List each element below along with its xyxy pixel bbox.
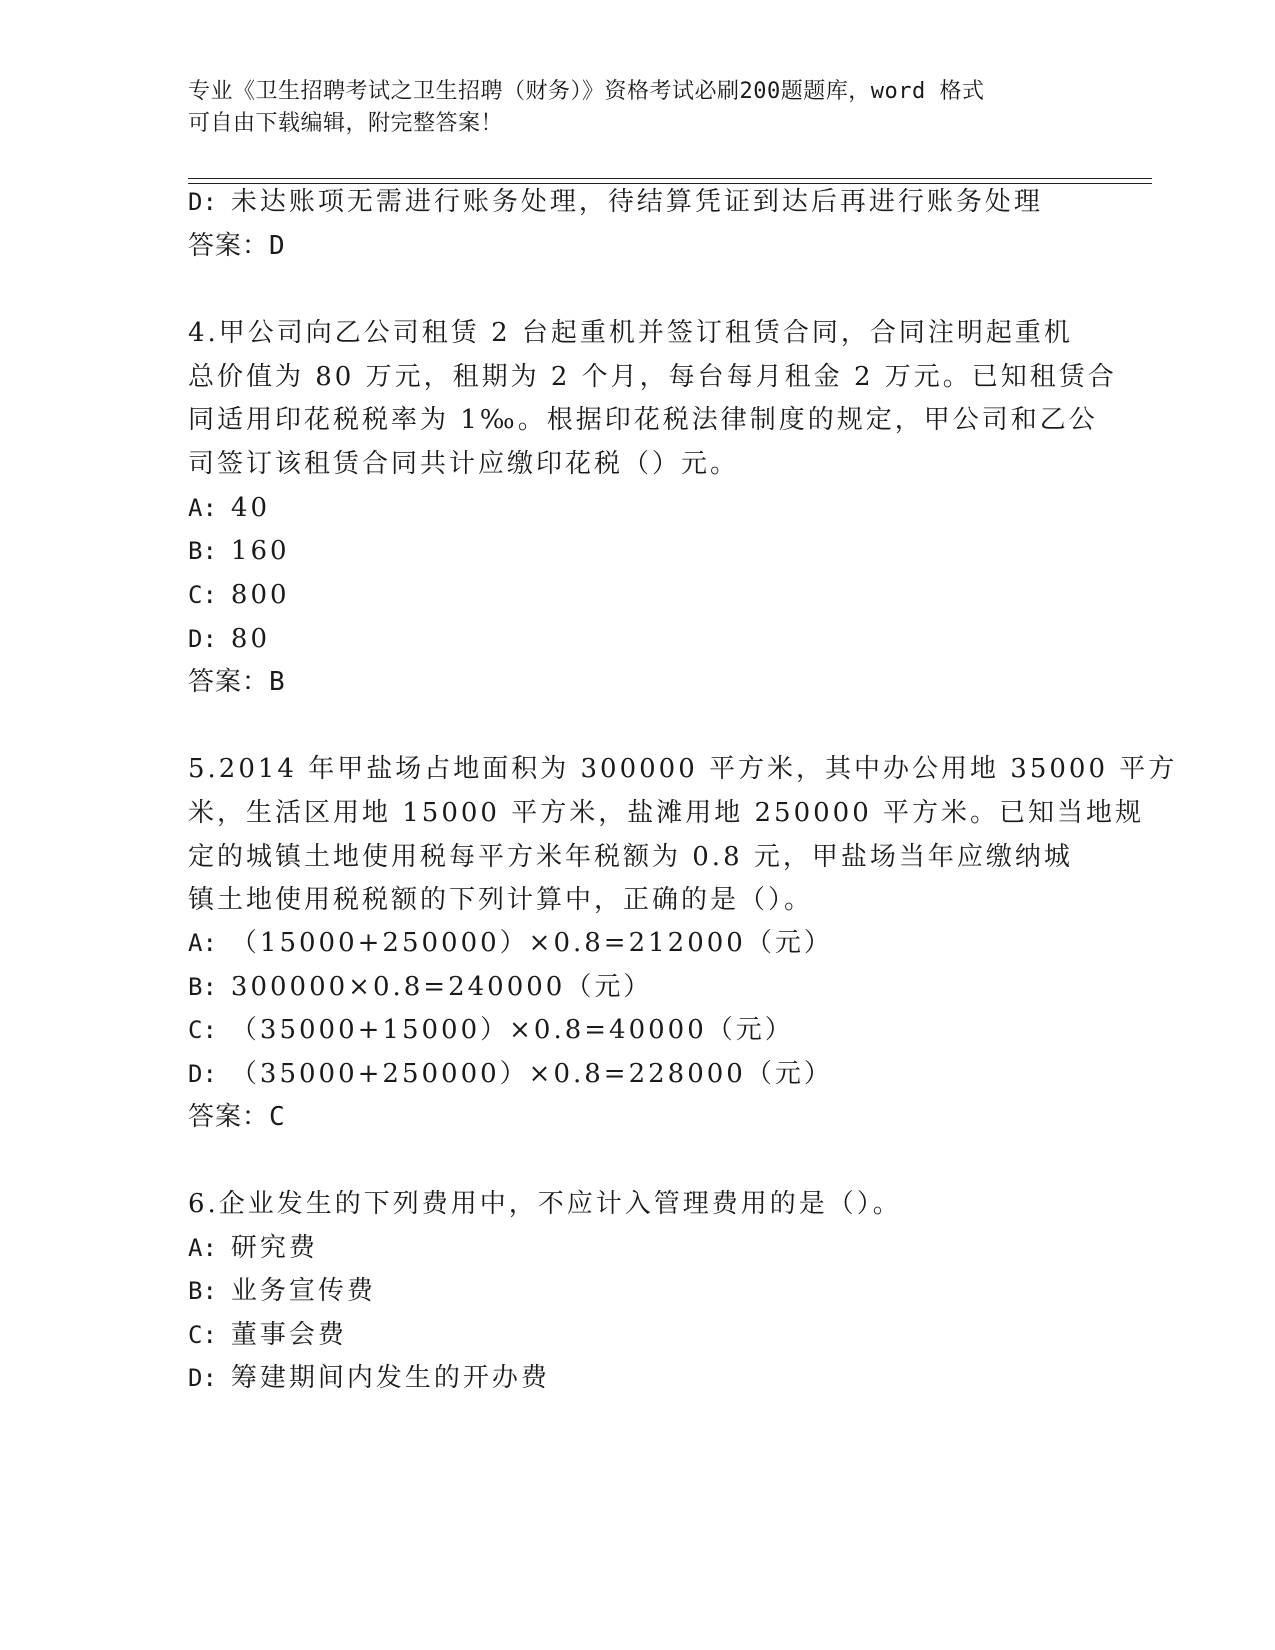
q4-option-d [188,624,270,654]
option-label: C: [188,1016,217,1044]
option-label: D: [188,1364,217,1392]
option-label: B: [188,973,217,1001]
q5-option-c [188,1015,794,1045]
header-line-2: 可自由下载编辑，附完整答案！ [188,111,504,136]
option-text: （15000+250000）×0.8=212000（元） [230,928,833,958]
option-text: （35000+250000）×0.8=228000（元） [230,1059,833,1089]
option-text: 筹建期间内发生的开办费 [230,1363,550,1393]
prev-option-d [188,187,1043,217]
q6-option-c [188,1320,347,1350]
q5-stem-line-3: 定的城镇土地使用税每平方米年税额为 0.8 元，甲盐场当年应缴纳城 [188,842,1073,872]
header-rule-top [188,178,1152,179]
q5-stem-line-2: 米，生活区用地 15000 平方米，盐滩用地 250000 平方米。已知当地规 [188,798,1145,828]
q5-option-d [188,1059,833,1089]
option-text: 80 [230,624,270,654]
option-label: D: [188,188,217,216]
q5-stem-line-1: 5.2014 年甲盐场占地面积为 300000 平方米，其中办公用地 35000 平方 [188,754,1178,784]
q6-option-b [188,1276,376,1306]
option-label: B: [188,1277,217,1305]
option-label: B: [188,537,217,565]
q4-option-c [188,580,290,610]
option-label: C: [188,1321,217,1349]
q6-option-a [188,1233,318,1263]
option-text: 800 [230,580,290,610]
option-text: 研究费 [230,1233,318,1263]
q4-answer: 答案：B [188,667,286,697]
option-text: 300000×0.8=240000（元） [230,972,653,1002]
q4-stem-line-2: 总价值为 80 万元，租期为 2 个月，每台每月租金 2 万元。已知租赁合 [188,362,1117,392]
q4-stem-line-4: 司签订该租赁合同共计应缴印花税（）元。 [188,449,740,479]
q4-option-b [188,536,290,566]
header-rule-bottom [188,183,1152,184]
q6-option-d [188,1363,550,1393]
q5-option-a [188,928,833,958]
q5-option-b [188,972,652,1002]
option-text: 40 [230,493,270,523]
option-label: A: [188,1234,217,1262]
option-text: 160 [230,536,290,566]
q4-stem-line-3: 同适用印花税税率为 1‰。根据印花税法律制度的规定，甲公司和乙公 [188,405,1098,435]
option-label: A: [188,929,217,957]
q4-stem-line-1: 4.甲公司向乙公司租赁 2 台起重机并签订租赁合同，合同注明起重机 [188,318,1073,348]
option-label: D: [188,625,217,653]
q4-option-a [188,493,270,523]
option-label: A: [188,494,217,522]
option-text: 未达账项无需进行账务处理，待结算凭证到达后再进行账务处理 [230,187,1043,217]
option-text: （35000+15000）×0.8=40000（元） [230,1015,794,1045]
q5-answer: 答案：C [188,1102,286,1132]
header-line-1: 专业《卫生招聘考试之卫生招聘（财务）》资格考试必刷200题题库，word 格式 [188,79,985,104]
document-header [188,76,1068,140]
option-text: 业务宣传费 [230,1276,376,1306]
option-label: C: [188,581,217,609]
q5-stem-line-4: 镇土地使用税税额的下列计算中，正确的是（）。 [188,885,814,915]
q6-stem-line-1: 6.企业发生的下列费用中，不应计入管理费用的是（）。 [188,1189,902,1219]
prev-answer: 答案：D [188,231,286,261]
option-text: 董事会费 [230,1320,347,1350]
option-label: D: [188,1060,217,1088]
